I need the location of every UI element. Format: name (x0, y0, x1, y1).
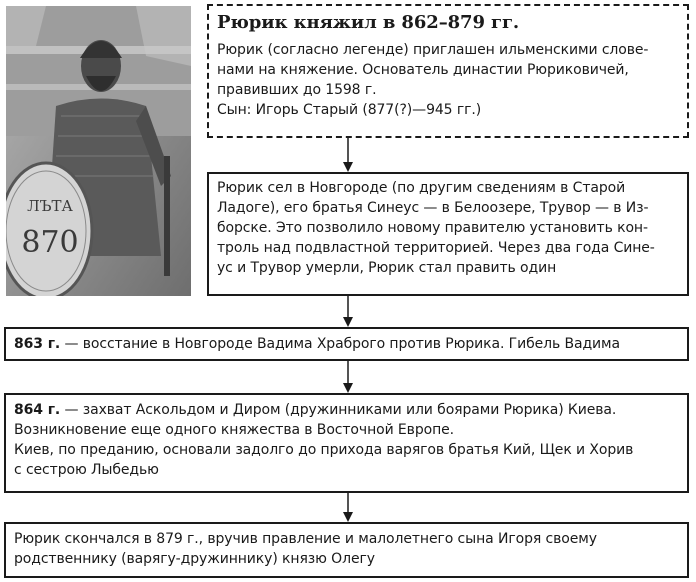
rurik-monument-photo (6, 6, 191, 296)
event-864-text: — захват Аскольдом и Диром (дружинниками или боярами Рюрика) Киева. (60, 402, 617, 418)
shield-inscription-year: 870 (21, 225, 79, 260)
event-863-date: 863 г. (14, 336, 61, 352)
settle-line-5: ус и Трувор умерли, Рюрик стал править один (217, 260, 557, 276)
event-863-text: — восстание в Новгороде Вадима Храброго против Рюрика. Гибель Вадима (60, 336, 620, 352)
header-line-4: Сын: Игорь Старый (877(?)—945 гг.) (217, 102, 482, 118)
event-864-date: 864 г. (14, 402, 61, 418)
rurik-settlement-box (207, 172, 689, 296)
header-line-3: правивших до 1598 г. (217, 82, 377, 98)
settle-line-3: борске. Это позволило новому правителю установить кон- (217, 220, 648, 236)
header-line-1: Рюрик (согласно легенде) приглашен ильменскими слове- (217, 42, 649, 58)
event-864-line-4: с сестрою Лыбедью (14, 462, 159, 478)
settle-line-1: Рюрик сел в Новгороде (по другим сведениям в Старой (217, 180, 626, 196)
arrow-down-icon (342, 138, 354, 172)
arrow-down-icon (342, 296, 354, 327)
event-864-line-2: Возникновение еще одного княжества в Восточной Европе. (14, 422, 455, 438)
event-864-box (4, 393, 689, 493)
settle-line-2: Ладоге), его братья Синеус — в Белоозере, Трувор — в Из- (217, 200, 649, 216)
rurik-reign-title: Рюрик княжил в 862–879 гг. (217, 12, 520, 33)
arrow-down-icon (342, 493, 354, 522)
shield-inscription-top: ЛЪТА (27, 197, 73, 215)
event-864-line-3: Киев, по преданию, основали задолго до прихода варягов братья Кий, Щек и Хорив (14, 442, 634, 458)
arrow-down-icon (342, 361, 354, 393)
settle-line-4: троль над подвластной территорией. Через два года Сине- (217, 240, 655, 256)
death-line-2: родственнику (варягу-дружиннику) князю Олегу (14, 551, 375, 567)
rurik-reign-box (207, 4, 689, 138)
header-line-2: нами на княжение. Основатель династии Рюриковичей, (217, 62, 629, 78)
rurik-death-box (4, 522, 689, 578)
monument-illustration (6, 6, 191, 296)
event-863-box (4, 327, 689, 361)
death-line-1: Рюрик скончался в 879 г., вручив правление и малолетнего сына Игоря своему (14, 531, 597, 547)
